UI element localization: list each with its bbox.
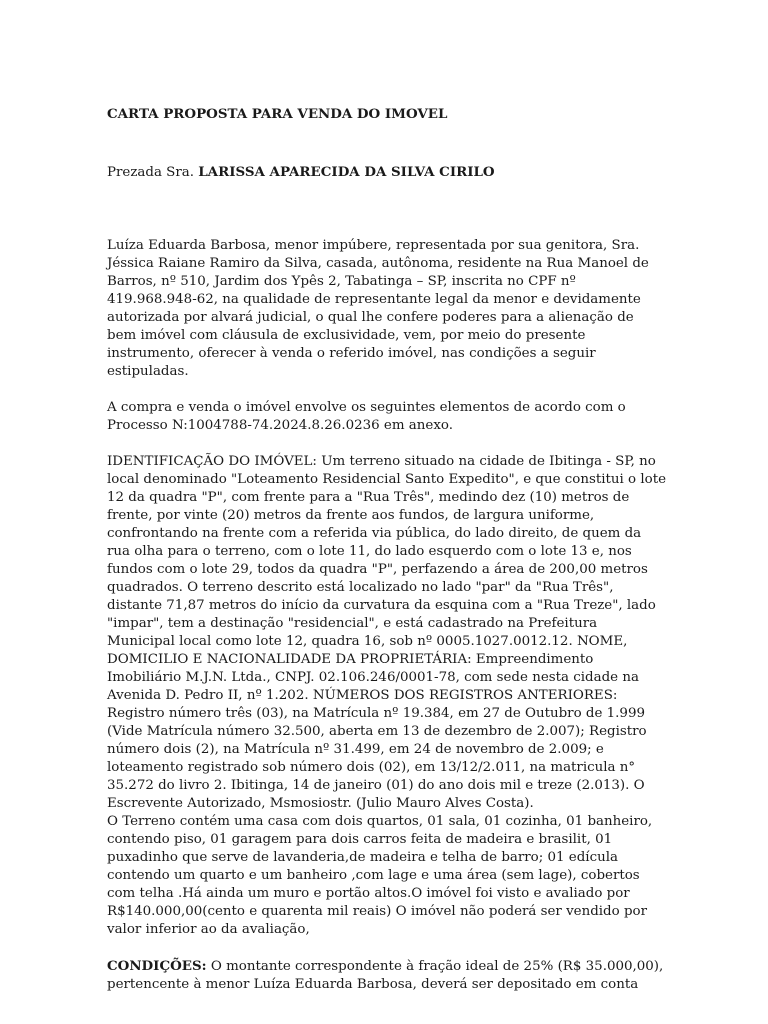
paragraph-property-identification: IDENTIFICAÇÃO DO IMÓVEL: Um terreno situado na cidade de Ibitinga - SP, no local denominado "Loteamento Residencial Santo Expedito", e que constitui o lote 12 da quadra "P", com frente para a "Rua Três", medindo dez (10) metros de frente, por vinte (20) metros da frente aos fundos, de largura uniforme, confrontando na frente com a referida via pública, do lado direito, de quem da rua olha para o terreno, com o lote 11, do lado esquerdo com o lote 13 e, nos fundos com o lote 29, todos da quadra "P", perfazendo a área de 200,00 metros quadrados. O terreno descrito está localizado no lado "par" da "Rua Três", distante 71,87 metros do início da curvatura da esquina com a "Rua Treze", lado "impar", tem a destinação "residencial", e está cadastrado na Prefeitura Municipal local como lote 12, quadra 16, sob nº 0005.1027.0012.12. NOME, DOMICILIO E NACIONALIDADE DA PROPRIETÁRIA: Empreendimento Imobiliário M.J.N. Ltda., CNPJ. 02.106.246/0001-78, com sede nesta cidade na Avenida D. Pedro II, nº 1.202. NÚMEROS DOS REGISTROS ANTERIORES: Registro número três (03), na Matrícula nº 19.384, em 27 de Outubro de 1.999 (Vide Matrícula número 32.500, aberta em 13 de dezembro de 2.007); Registro número dois (2), na Matrícula nº 31.499, em 24 de novembro de 2.009; e loteamento registrado sob número dois (02), em 13/12/2.011, na matricula n° 35.272 do livro 2. Ibitinga, 14 de janeiro (01) do ano dois mil e treze (2.013). O Escrevente Autorizado, Msmosiostr. (Julio Mauro Alves Costa). — [107, 454, 667, 811]
paragraph-representation: Luíza Eduarda Barbosa, menor impúbere, representada por sua genitora, Sra. Jéssica Raiane Ramiro da Silva, casada, autônoma, residente na Rua Manoel de Barros, nº 510, Jardim dos Ypês 2, Tabatinga – SP, inscrita no CPF nº 419.968.948-62, na qualidade de representante legal da menor e devidamente autorizada por alvará judicial, o qual lhe confere poderes para a alienação de bem imóvel com cláusula de exclusividade, vem, por meio do presente instrumento, oferecer à venda o referido imóvel, nas condições a seguir estipuladas. — [107, 238, 649, 379]
document-content — [107, 105, 667, 992]
document-body — [107, 237, 667, 994]
document-title: CARTA PROPOSTA PARA VENDA DO IMOVEL — [107, 106, 448, 122]
paragraph-spacer — [107, 939, 667, 957]
paragraph-property-description: O Terreno contém uma casa com dois quartos, 01 sala, 01 cozinha, 01 banheiro, contendo piso, 01 garagem para dois carros feita de madeira e brasilit, 01 puxadinho que serve de lavanderia,de madeira e telha de barro; 01 edícula contendo um quarto e um banheiro ,com lage e uma área (sem lage), cobertos com telha .Há ainda um muro e portão altos.O imóvel foi visto e avaliado por R$140.000,00(cento e quarenta mil reais) O imóvel não poderá ser vendido por valor inferior ao da avaliação, — [107, 814, 653, 937]
paragraph-conditions — [107, 957, 667, 994]
paragraph-spacer — [107, 381, 667, 399]
salutation-prefix: Prezada Sra. — [107, 165, 199, 180]
paragraph-process: A compra e venda o imóvel envolve os seguintes elementos de acordo com o Processo N:1004788-74.2024.8.26.0236 em anexo. — [107, 400, 626, 433]
conditions-text: O montante correspondente à fração ideal de 25% (R$ 35.000,00), pertencente à menor Luíza Eduarda Barbosa, deverá ser depositado em conta — [107, 959, 664, 992]
recipient-name: LARISSA APARECIDA DA SILVA CIRILO — [198, 164, 495, 180]
conditions-label: CONDIÇÕES: — [107, 958, 207, 974]
paragraph-spacer — [107, 435, 667, 453]
salutation — [107, 163, 667, 182]
